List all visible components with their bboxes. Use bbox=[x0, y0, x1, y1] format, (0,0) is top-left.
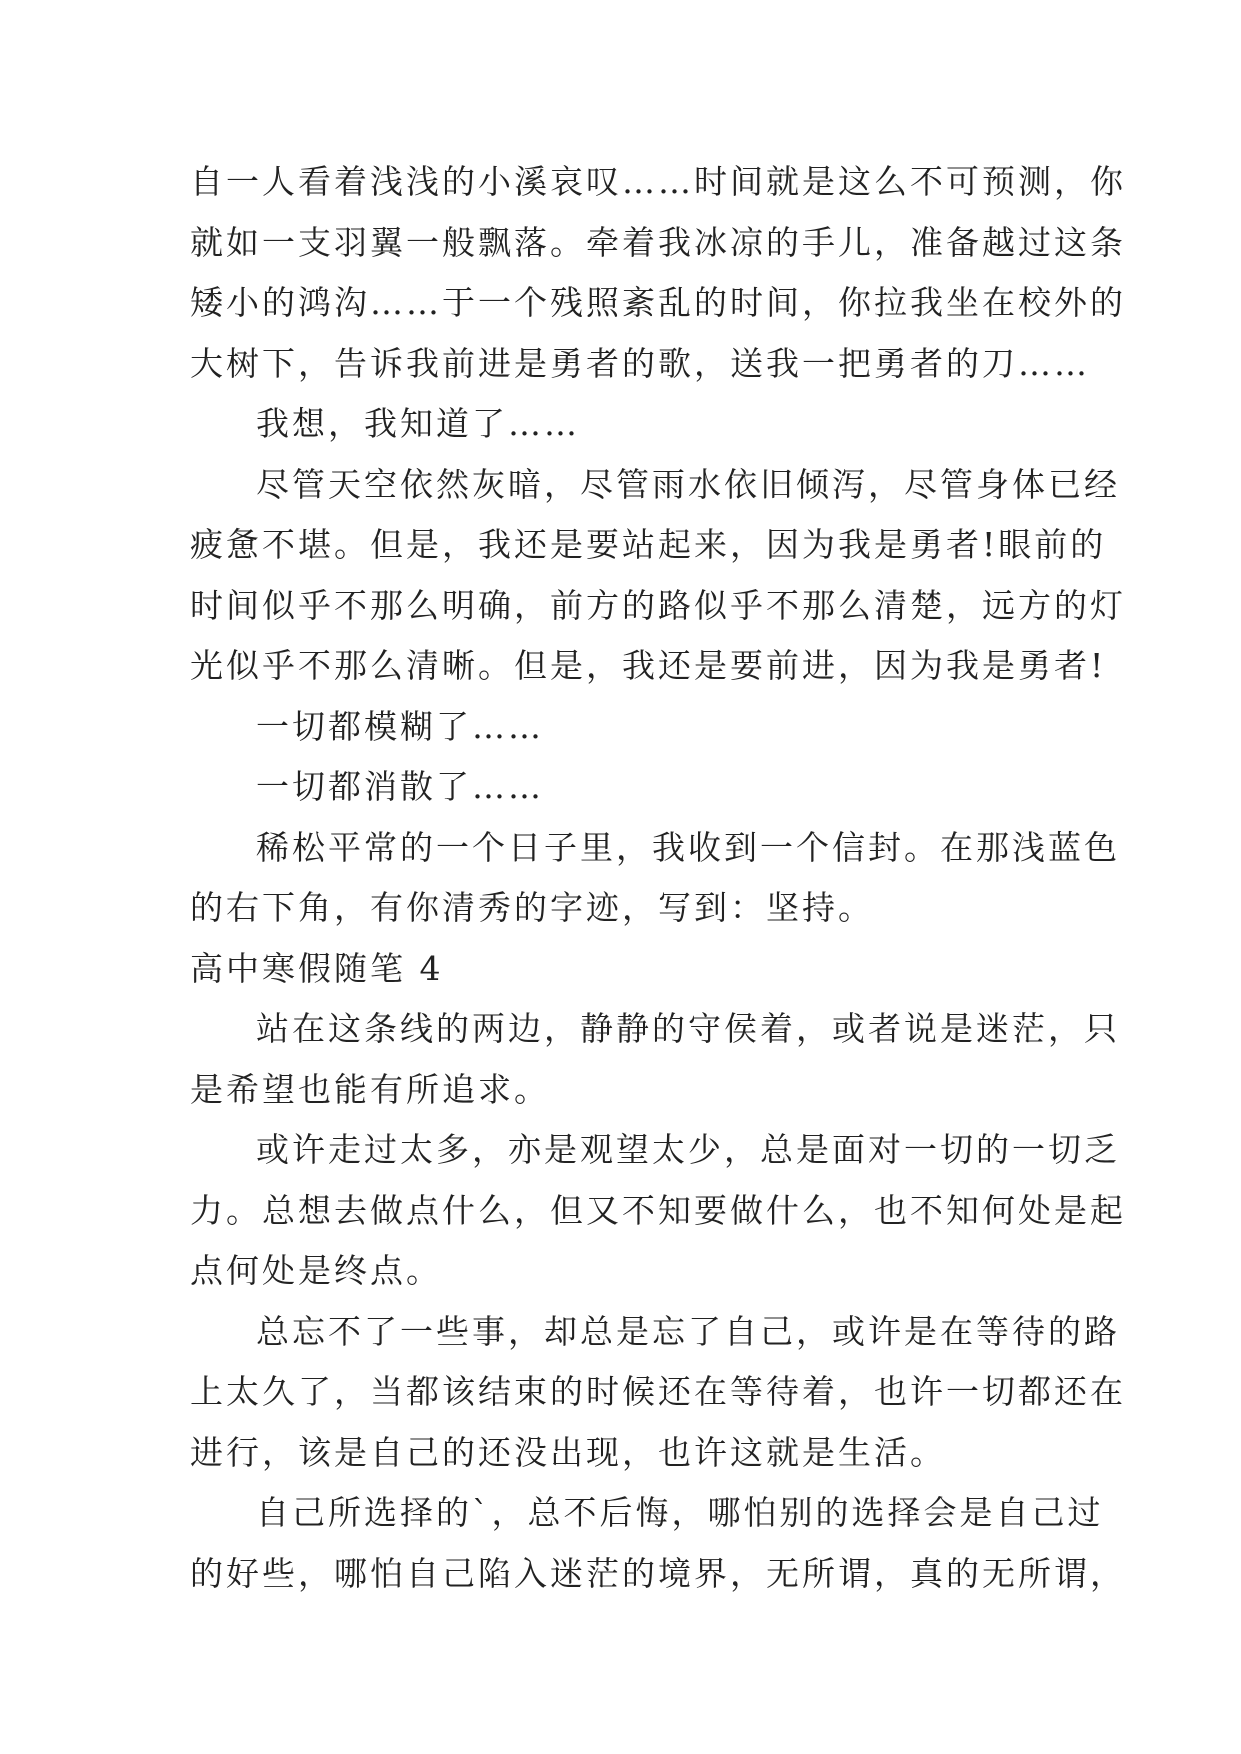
text-line: 站在这条线的两边，静静的守侯着，或者说是迷茫，只 bbox=[256, 1009, 1120, 1048]
text-line: 大树下，告诉我前进是勇者的歌，送我一把勇者的刀…… bbox=[190, 343, 1090, 383]
text-line: 时间似乎不那么明确，前方的路似乎不那么清楚，远方的灯 bbox=[190, 585, 1126, 625]
text-line: 上太久了，当都该结束的时候还在等待着，也许一切都还在 bbox=[190, 1372, 1126, 1411]
text-line: 尽管天空依然灰暗，尽管雨水依旧倾泻，尽管身体已经 bbox=[256, 464, 1120, 504]
text-line: 的好些，哪怕自己陷入迷茫的境界，无所谓，真的无所谓， bbox=[190, 1553, 1126, 1593]
text-line: 疲惫不堪。但是，我还是要站起来，因为我是勇者!眼前的 bbox=[190, 525, 1107, 564]
text-line: 一切都消散了…… bbox=[256, 767, 544, 806]
text-line: 一切都模糊了…… bbox=[256, 706, 544, 746]
text-line: 自一人看着浅浅的小溪哀叹……时间就是这么不可预测，你 bbox=[190, 162, 1126, 201]
text-line: 我想，我知道了…… bbox=[256, 404, 580, 443]
text-line: 总忘不了一些事，却总是忘了自己，或许是在等待的路 bbox=[256, 1311, 1120, 1351]
text-line: 光似乎不那么清晰。但是，我还是要前进，因为我是勇者! bbox=[190, 646, 1107, 685]
text-line: 或许走过太多，亦是观望太少，总是面对一切的一切乏 bbox=[256, 1130, 1120, 1169]
text-line: 进行，该是自己的还没出现，也许这就是生活。 bbox=[190, 1432, 946, 1472]
text-line: 矮小的鸿沟……于一个残照紊乱的时间，你拉我坐在校外的 bbox=[190, 283, 1126, 322]
text-line: 就如一支羽翼一般飘落。牵着我冰凉的手儿，准备越过这条 bbox=[190, 222, 1126, 262]
text-line: 力。总想去做点什么，但又不知要做什么，也不知何处是起 bbox=[190, 1190, 1126, 1230]
document-body bbox=[190, 152, 1126, 1604]
text-line: 点何处是终点。 bbox=[190, 1251, 442, 1290]
text-line: 的右下角，有你清秀的字迹，写到：坚持。 bbox=[190, 888, 874, 927]
text-line: 稀松平常的一个日子里，我收到一个信封。在那浅蓝色 bbox=[256, 827, 1120, 867]
text-line: 自己所选择的`，总不后悔，哪怕别的选择会是自己过 bbox=[256, 1493, 1104, 1532]
text-line: 是希望也能有所追求。 bbox=[190, 1069, 550, 1109]
section-heading: 高中寒假随笔 4 bbox=[190, 948, 444, 988]
